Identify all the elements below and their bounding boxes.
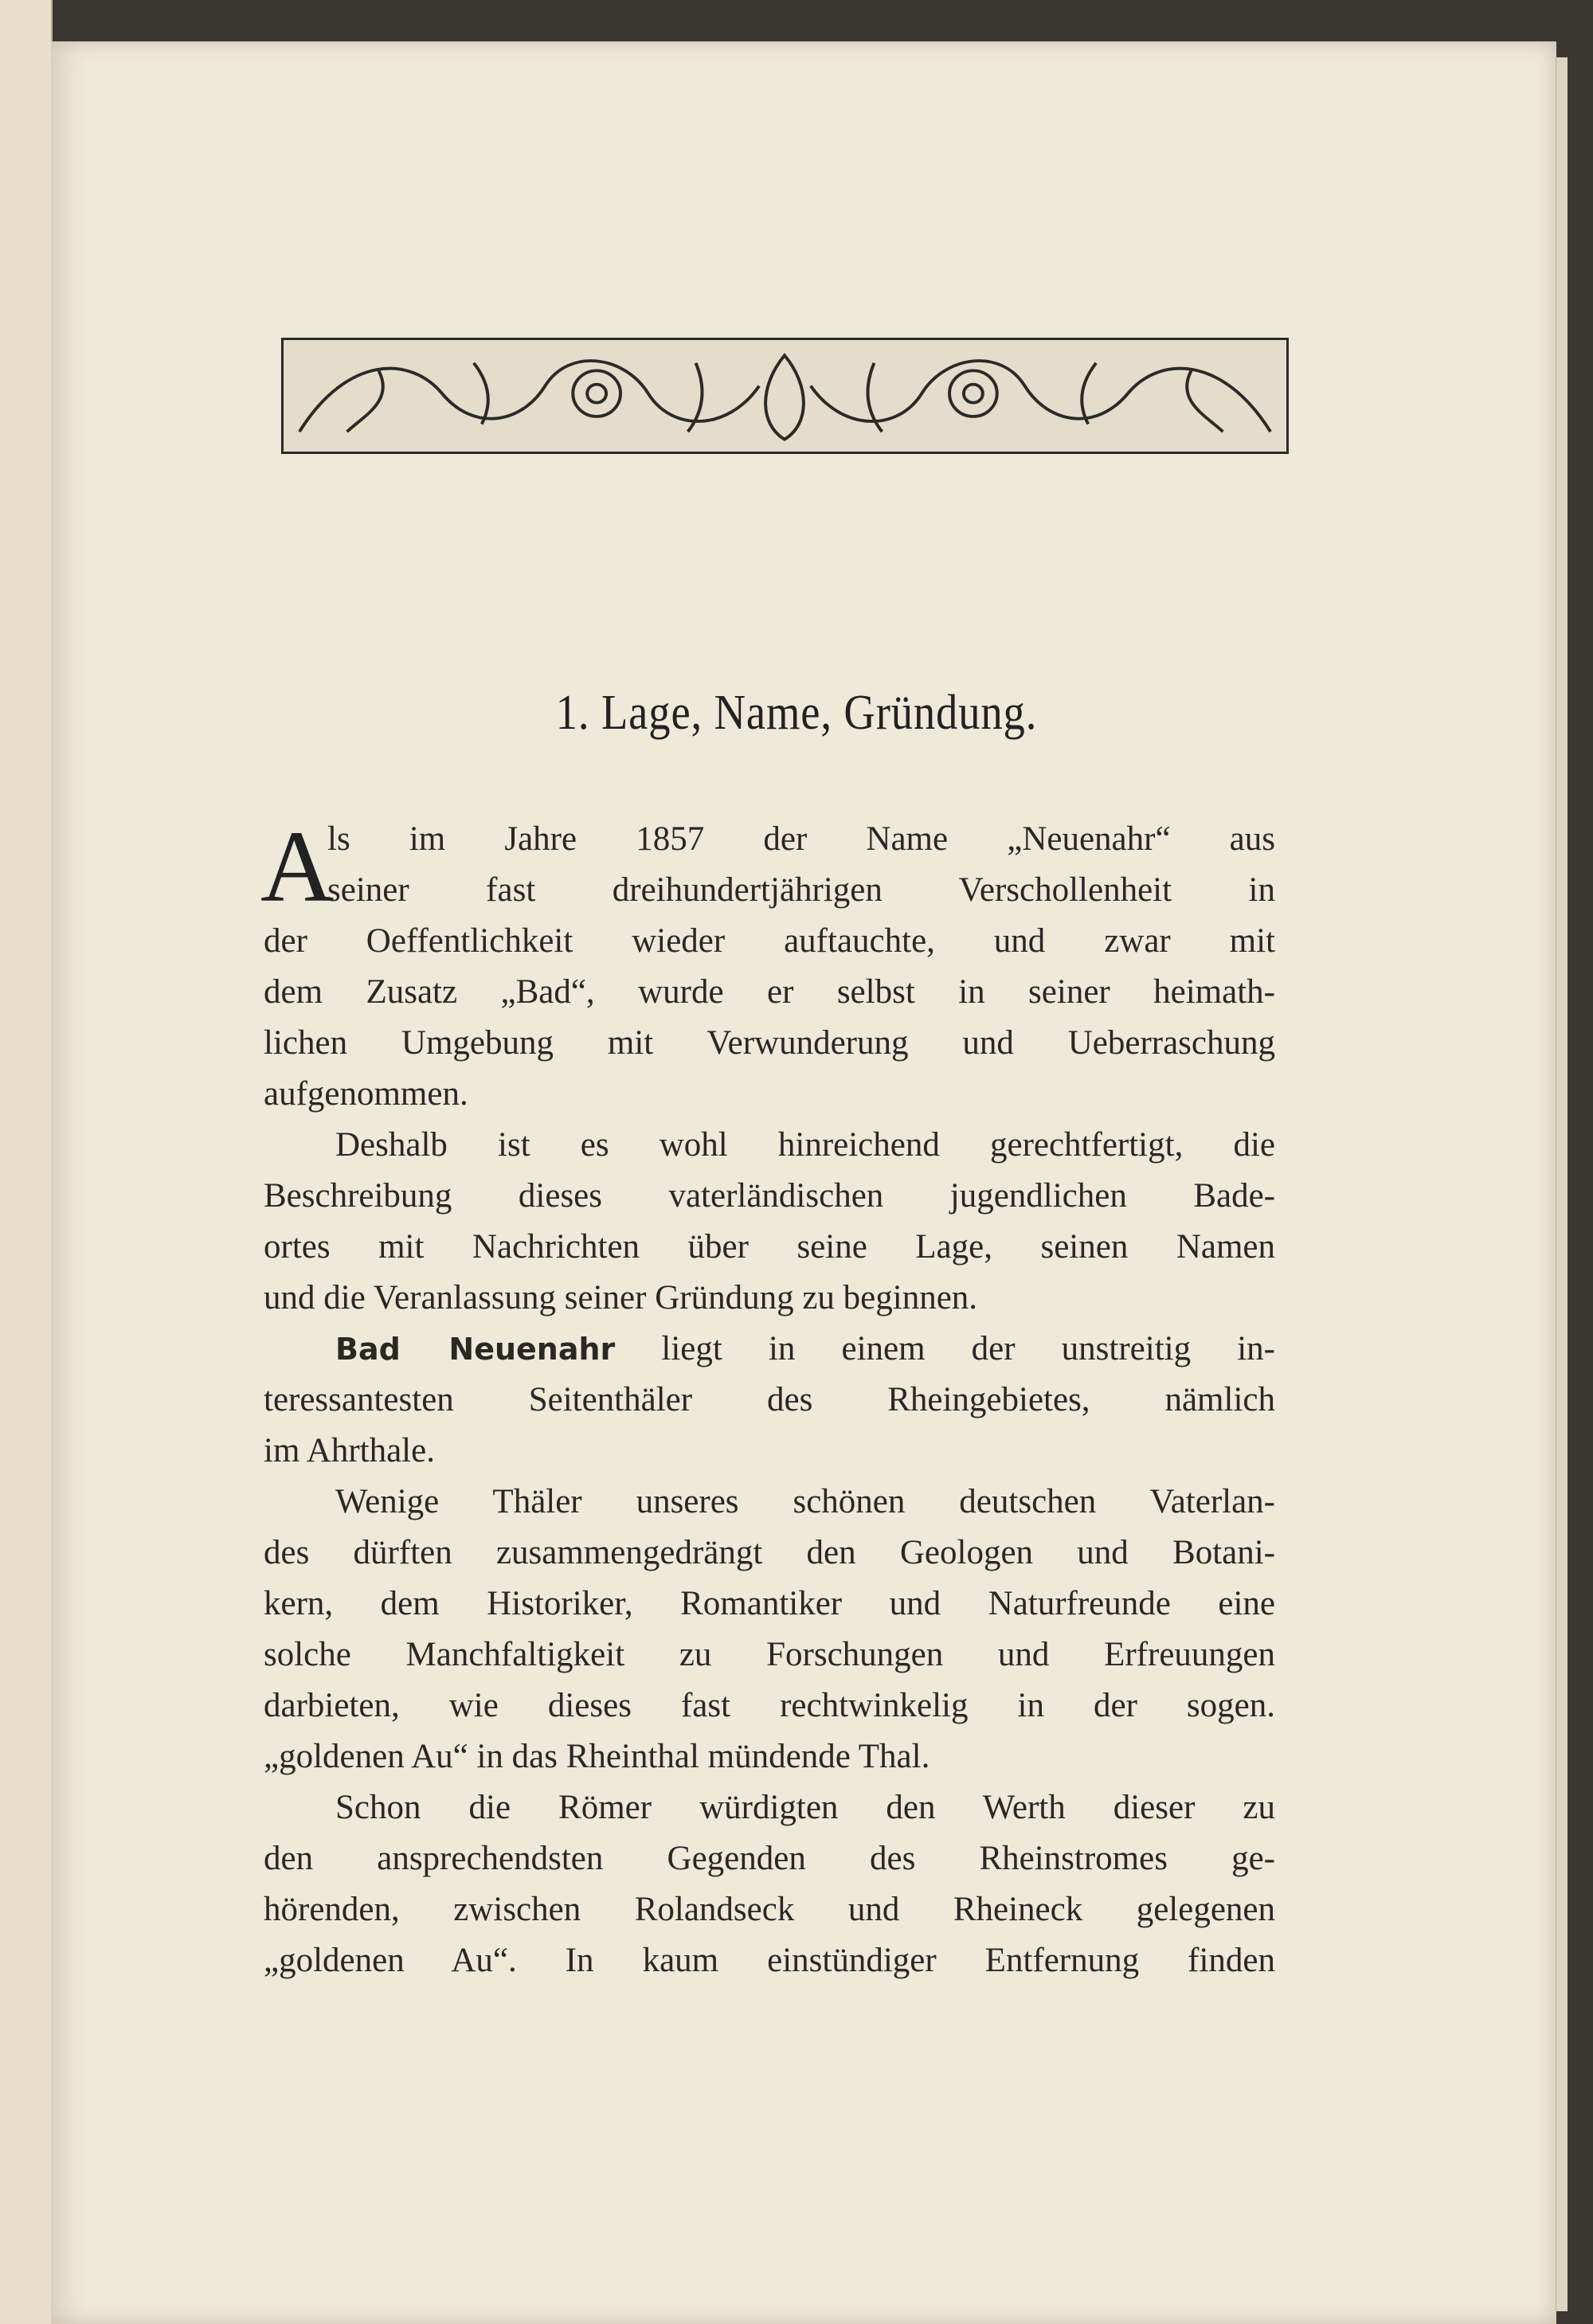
line-text: solche Manchfaltigkeit zu Forschungen und Erfreuungen	[264, 1636, 1275, 1673]
text-line	[264, 1477, 1275, 1528]
text-line	[264, 865, 1275, 916]
line-text: kern, dem Historiker, Romantiker und Naturfreunde eine	[264, 1585, 1275, 1622]
line-text: Beschreibung dieses vaterländischen jugendlichen Bade-	[264, 1177, 1275, 1215]
line-text: liegt in einem der unstreitig in-	[615, 1330, 1275, 1367]
drop-cap: A	[260, 810, 335, 923]
text-line	[264, 1324, 1275, 1375]
text-line	[264, 967, 1275, 1018]
line-text: den ansprechendsten Gegenden des Rheinstromes ge-	[264, 1840, 1275, 1877]
facing-page-edge	[0, 0, 53, 2324]
line-text: ls im Jahre 1857 der Name „Neuenahr“ aus	[327, 820, 1275, 858]
text-line	[264, 1630, 1275, 1680]
text-line	[264, 1935, 1275, 1986]
text-line	[264, 1528, 1275, 1579]
text-line	[264, 1222, 1275, 1273]
line-text: der Oeffentlichkeit wieder auftauchte, und zwar mit	[264, 922, 1275, 960]
text-line	[264, 1069, 1275, 1120]
line-text: Deshalb ist es wohl hinreichend gerechtfertigt, die	[335, 1126, 1275, 1164]
line-text: im Ahrthale.	[264, 1432, 435, 1469]
body-text	[260, 810, 1275, 1986]
text-line	[264, 916, 1275, 967]
text-line	[264, 1782, 1275, 1833]
text-line	[264, 1426, 1275, 1477]
line-text: seiner fast dreihundertjährigen Verschollenheit in	[327, 871, 1275, 909]
text-line	[264, 1731, 1275, 1782]
text-line	[264, 1171, 1275, 1222]
line-text: dem Zusatz „Bad“, wurde er selbst in seiner heimath-	[264, 973, 1275, 1011]
line-text: Wenige Thäler unseres schönen deutschen Vaterlan-	[335, 1483, 1275, 1520]
line-text: hörenden, zwischen Rolandseck und Rheineck gelegenen	[264, 1891, 1275, 1928]
text-line	[264, 1120, 1275, 1171]
line-text: aufgenommen.	[264, 1075, 468, 1113]
line-text: „goldenen Au“ in das Rheinthal mündende Thal.	[264, 1738, 930, 1775]
line-text: teressantesten Seitenthäler des Rheingebietes, nämlich	[264, 1381, 1275, 1418]
chapter-heading: 1. Lage, Name, Gründung.	[555, 686, 1038, 740]
text-line	[264, 1375, 1275, 1426]
line-text: und die Veranlassung seiner Gründung zu beginnen.	[264, 1279, 978, 1317]
text-line	[264, 1018, 1275, 1069]
line-text: Schon die Römer würdigten den Werth dieser zu	[335, 1789, 1275, 1826]
page-stack-edge	[1556, 57, 1568, 2311]
text-line	[264, 1833, 1275, 1884]
bold-place-name: Bad Neuenahr	[335, 1332, 616, 1367]
text-line	[264, 1273, 1275, 1324]
decorative-header-ornament	[281, 338, 1289, 454]
text-line	[264, 814, 1275, 865]
line-text: darbieten, wie dieses fast rechtwinkelig in der sogen.	[264, 1687, 1275, 1724]
line-text: lichen Umgebung mit Verwunderung und Ueberraschung	[264, 1024, 1275, 1062]
text-line	[264, 1884, 1275, 1935]
line-text: „goldenen Au“. In kaum einstündiger Entfernung finden	[264, 1942, 1275, 1979]
text-line	[264, 1680, 1275, 1731]
text-line	[264, 1579, 1275, 1630]
line-text: des dürften zusammengedrängt den Geologen und Botani-	[264, 1534, 1275, 1571]
line-text: ortes mit Nachrichten über seine Lage, seinen Namen	[264, 1228, 1275, 1266]
